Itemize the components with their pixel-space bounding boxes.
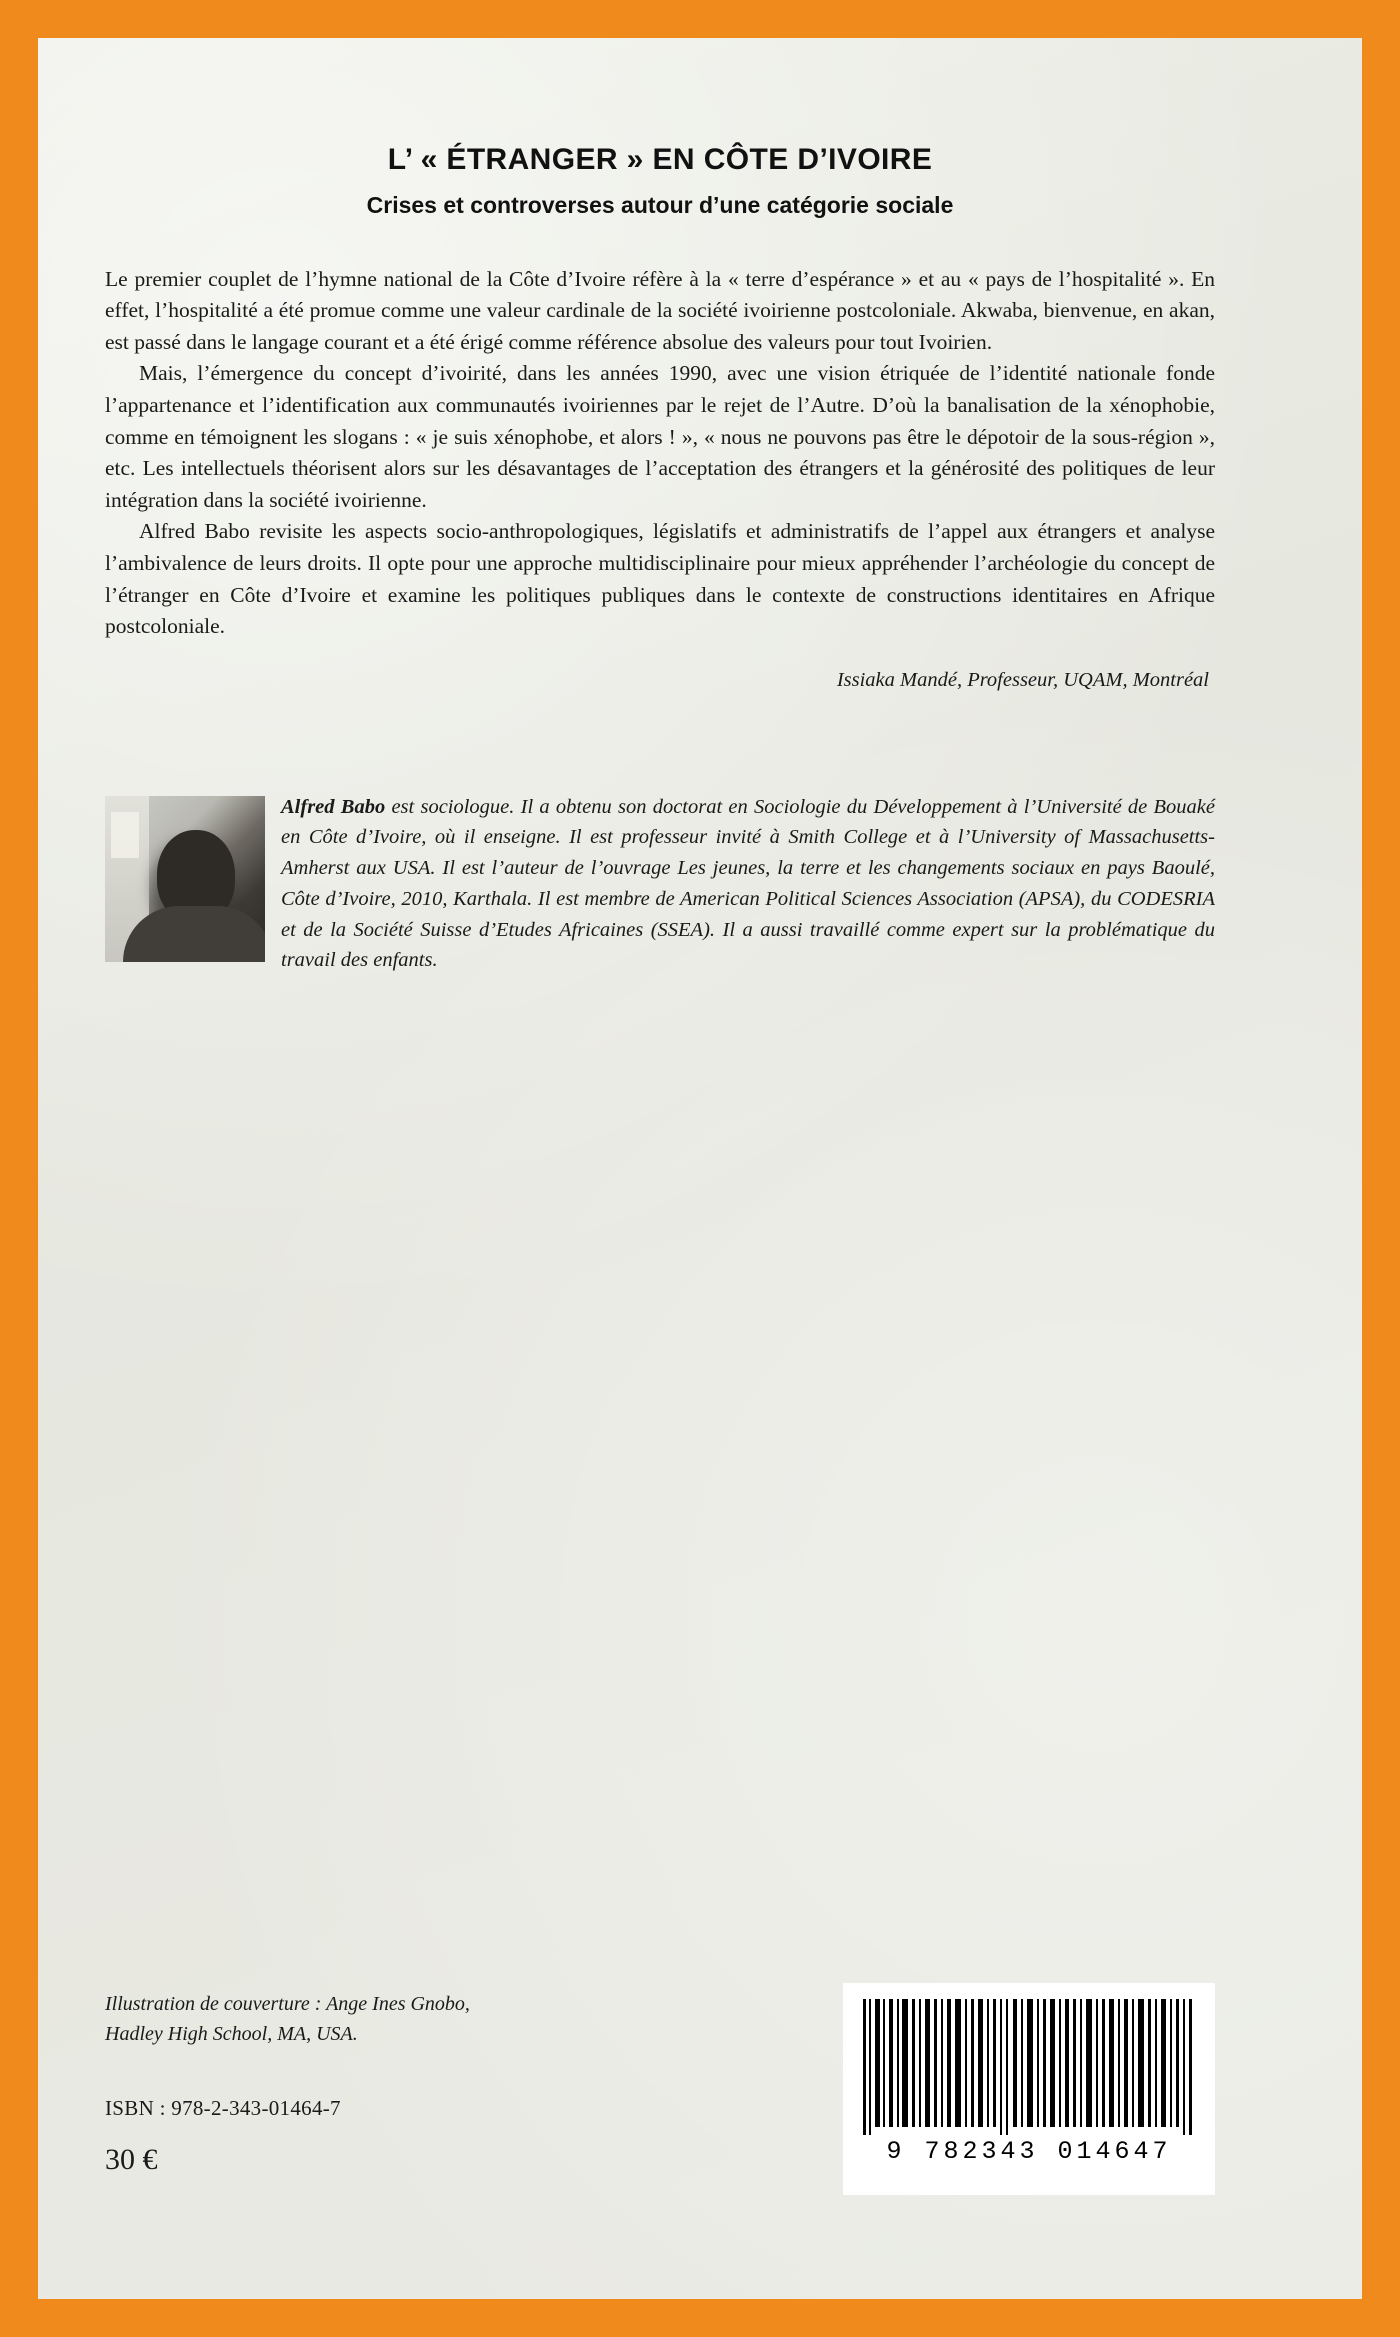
footer-left-column [105, 1989, 745, 2182]
isbn-text: ISBN : 978-2-343-01464-7 [105, 2096, 341, 2120]
barcode-digits: 9 782343 014647 [886, 2137, 1172, 2166]
author-bio-text: est sociologue. Il a obtenu son doctorat en Sociologie du Développement à l’Université de Bouaké en Côte d’Ivoire, où il enseigne. Il est professeur invité à Smith College et à l’University of Massachusetts-Amherst aux USA. Il est l’auteur de l’ouvrage Les jeunes, la terre et les changements sociaux en pays Baoulé, Côte d’Ivoire, 2010, Karthala. Il est membre de American Political Sciences Association (APSA), du CODESRIA et de la Société Suisse d’Etudes Africaines (SSEA). Il a aussi travaillé comme expert sur la problématique du travail des enfants. [281, 795, 1215, 972]
cover-credit-line-2: Hadley High School, MA, USA. [105, 2023, 358, 2045]
barcode-bars-icon [861, 1999, 1197, 2135]
blurb-paragraph-3: Alfred Babo revisite les aspects socio-anthropologiques, législatifs et administratifs de l’appel aux étrangers et analyse l’ambivalence de leurs droits. Il opte pour une approche multidisciplinaire pour mieux appréhender l’archéologie du concept de l’étranger en Côte d’Ivoire et examine les politiques publiques dans le contexte de constructions identitaires en Afrique postcoloniale. [105, 519, 1215, 639]
cover-credit-line-1: Illustration de couverture : Ange Ines Gnobo, [105, 1993, 470, 2015]
page-title: L’ « ÉTRANGER » EN CÔTE D’IVOIRE [387, 143, 933, 176]
author-name: Alfred Babo [281, 795, 386, 818]
barcode [843, 1983, 1215, 2195]
blurb-paragraph-1: Le premier couplet de l’hymne national de la Côte d’Ivoire réfère à la « terre d’espérance » et au « pays de l’hospitalité ». En effet, l’hospitalité a été promue comme une valeur cardinale de la société ivoirienne postcoloniale. Akwaba, bienvenue, en akan, est passé dans le langage courant et a été érigé comme référence absolue des valeurs pour tout Ivoirien. [105, 266, 1215, 354]
author-bio [105, 792, 1215, 977]
cover-footer [105, 1989, 1215, 2219]
photo-window-highlight [111, 812, 139, 858]
author-portrait-photo [105, 796, 265, 962]
page-subtitle: Crises et controverses autour d’une catégorie sociale [366, 192, 954, 218]
price-text: 30 € [105, 2142, 158, 2176]
title-block [105, 0, 1215, 220]
blurb-text [105, 264, 1215, 643]
blurb-attribution: Issiaka Mandé, Professeur, UQAM, Montréal [836, 668, 1209, 691]
blurb-paragraph-2: Mais, l’émergence du concept d’ivoirité, dans les années 1990, avec une vision étriquée de l’identité nationale fonde l’appartenance et l’identification aux communautés ivoiriennes par le rejet de l’Autre. D’où la banalisation de la xénophobie, comme en témoignent les slogans : « je suis xénophobe, et alors ! », « nous ne pouvons pas être le dépotoir de la sous-région », etc. Les intellectuels théorisent alors sur les désavantages de l’acceptation des étrangers et la générosité des politiques de leur intégration dans la société ivoirienne. [105, 361, 1215, 512]
